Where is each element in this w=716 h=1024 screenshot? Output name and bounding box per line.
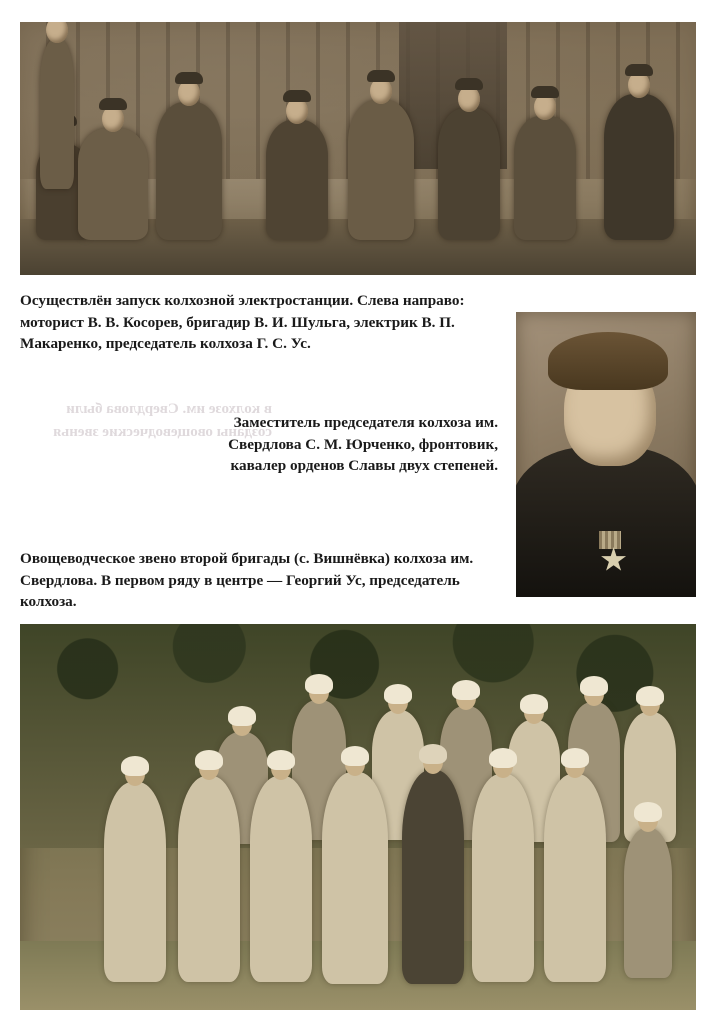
- person-figure-child: [624, 828, 672, 978]
- person-figure: [348, 100, 414, 240]
- person-figure: [156, 102, 222, 240]
- person-figure: [438, 108, 500, 240]
- person-figure: [40, 39, 74, 189]
- caption-top-photo: Осуществлён запуск колхозной электростанции. Слева направо: моторист В. В. Косорев, бригадир В. И. Шульга, электрик В. П. Макаренко, председатель колхоза Г. С. Ус.: [20, 292, 465, 353]
- person-figure: [472, 774, 534, 982]
- page-show-through-text: в колхозе им. Свердлова были созданы овощеводческие звенья: [53, 401, 272, 440]
- person-figure: [104, 782, 166, 982]
- caption-bottom-photo: Овощеводческое звено второй бригады (с. Вишнёвка) колхоза им. Свердлова. В первом ряду в центре — Георгий Ус, председатель колхоза.: [20, 550, 474, 611]
- portrait-fur-hat: [548, 332, 668, 390]
- order-ribbon: [599, 531, 621, 549]
- portrait-s-m-yurchenko: [516, 312, 696, 597]
- person-figure: [178, 776, 240, 982]
- vegetable-brigade-group-photo: [20, 624, 696, 1010]
- person-figure: [604, 94, 674, 240]
- person-figure-chairman: [402, 770, 464, 984]
- person-figure: [266, 120, 328, 240]
- person-figure: [514, 116, 576, 240]
- portrait-uniform: [516, 447, 696, 597]
- kolkhoz-power-station-crew-photo: [20, 22, 696, 275]
- person-figure: [78, 128, 148, 240]
- caption-portrait: Заместитель председателя колхоза им. Свердлова С. М. Юрченко, фронтовик, кавалер орденов Славы двух степеней.: [228, 414, 498, 475]
- person-figure: [544, 774, 606, 982]
- person-figure: [322, 772, 388, 984]
- person-figure: [250, 776, 312, 982]
